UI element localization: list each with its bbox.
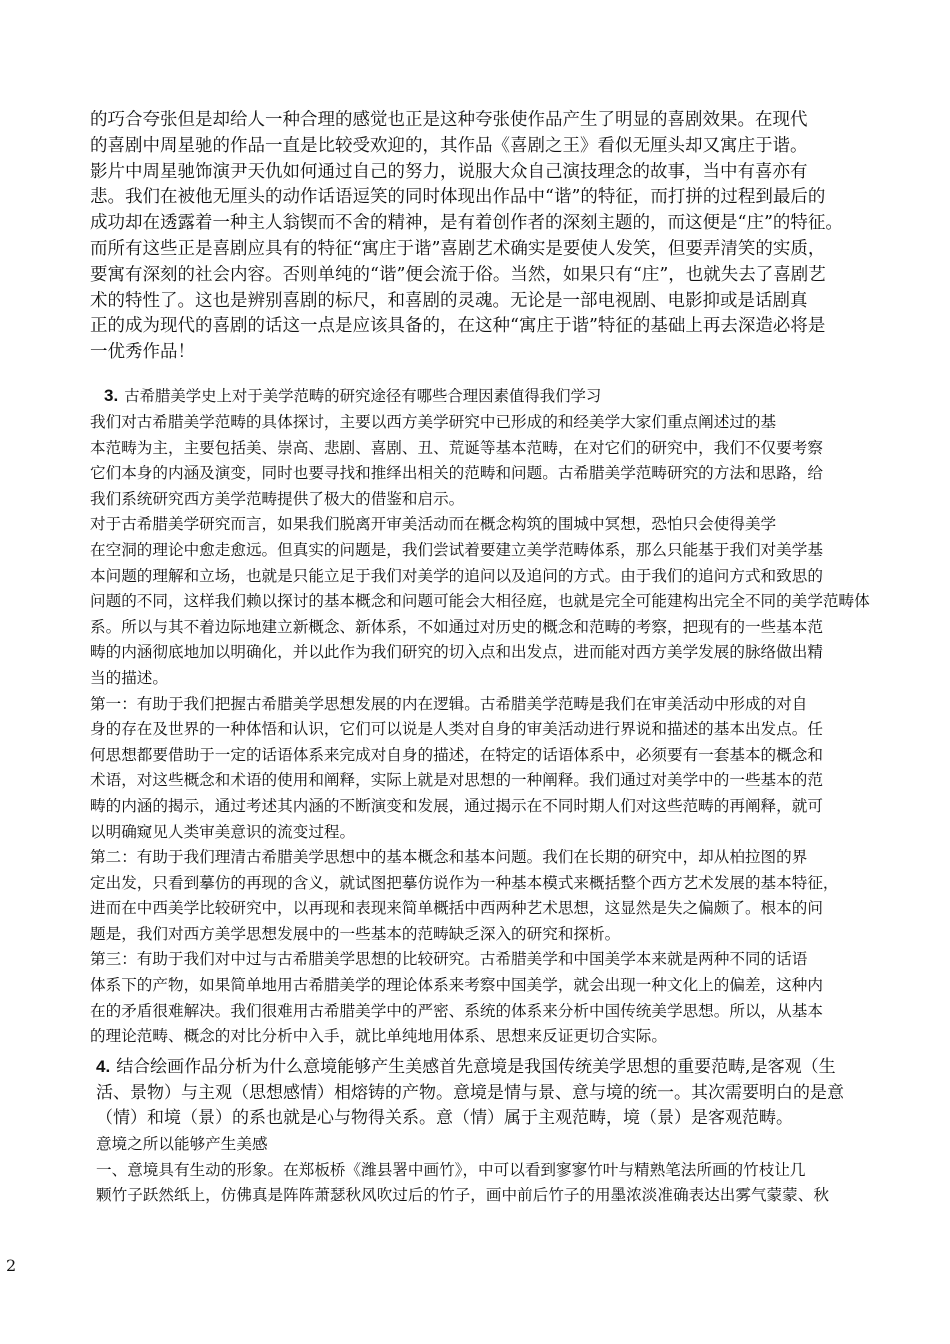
text-line: 术语，对这些概念和术语的使用和阐释，实际上就是对思想的一种阐释。我们通过对美学中的一些基本的范 (90, 771, 823, 790)
section-4-title-line: （情）和境（景）的系也就是心与物得关系。意（情）属于主观范畴，境（景）是客观范畴。 (96, 1108, 793, 1128)
text-line: 畴的内涵彻底地加以明确化，并以此作为我们研究的切入点和出发点，进而能对西方美学发展的脉络做出精 (90, 643, 823, 662)
section-3-body (90, 410, 900, 1050)
text-line: 系。所以与其不着边际地建立新概念、新体系，不如通过对历史的概念和范畴的考察，把现有的一些基本范 (90, 617, 823, 636)
text-line: 要寓有深刻的社会内容。否则单纯的“谐”便会流于俗。当然，如果只有“庄”，也就失去了喜剧艺 (90, 264, 826, 285)
section-4-number: 4. (96, 1057, 111, 1076)
text-line: 颗竹子跃然纸上，仿佛真是阵阵萧瑟秋风吹过后的竹子，画中前后竹子的用墨浓淡准确表达出雾气蒙蒙、秋 (96, 1186, 829, 1205)
text-line: 对于古希腊美学研究而言，如果我们脱离开审美活动而在概念构筑的围城中冥想，恐怕只会使得美学 (90, 515, 777, 534)
text-line: 身的存在及世界的一种体悟和认识，它们可以说是人类对自身的审美活动进行界说和描述的基本出发点。任 (90, 720, 823, 739)
text-line: 进而在中西美学比较研究中，以再现和表现来简单概括中西两种艺术思想，这显然是失之偏颇了。根本的问 (90, 899, 823, 918)
text-line: 在空洞的理论中愈走愈远。但真实的问题是，我们尝试着要建立美学范畴体系，那么只能基于我们对美学基 (90, 540, 823, 559)
text-line: 它们本身的内涵及演变，同时也要寻找和推绎出相关的范畴和问题。古希腊美学范畴研究的方法和思路，给 (90, 464, 823, 483)
section-3-number: 3. (104, 386, 119, 405)
text-line: 题是，我们对西方美学思想发展中的一些基本的范畴缺乏深入的研究和探析。 (90, 924, 621, 943)
text-line: 定出发，只看到摹仿的再现的含义，就试图把摹仿说作为一种基本模式来概括整个西方艺术发展的基本特征， (90, 873, 839, 892)
text-line: 一优秀作品！ (90, 342, 195, 363)
section-3-title: 古希腊美学史上对于美学范畴的研究途径有哪些合理因素值得我们学习 (124, 387, 602, 405)
text-line: 第一：有助于我们把握古希腊美学思想发展的内在逻辑。古希腊美学范畴是我们在审美活动中形成的对自 (90, 694, 808, 713)
text-line: 第二：有助于我们理清古希腊美学思想中的基本概念和基本问题。我们在长期的研究中，却从柏拉图的界 (90, 848, 808, 867)
section-4-body (96, 1132, 906, 1209)
text-line: 我们系统研究西方美学范畴提供了极大的借鉴和启示。 (90, 489, 465, 508)
section-3-heading (104, 384, 894, 408)
text-line: 成功却在透露着一种主人翁锲而不舍的精神，是有着创作者的深刻主题的，而这便是“庄”的特征。 (90, 213, 843, 234)
text-line: 而所有这些正是喜剧应具有的特征“寓庄于谐”喜剧艺术确实是要使人发笑，但要弄清笑的实质， (90, 238, 826, 259)
paragraph-comedy-analysis (90, 108, 900, 366)
section-4-title-line: 活、景物）与主观（思想感情）相熔铸的产物。意境是情与景、意与境的统一。其次需要明白的是意 (96, 1082, 844, 1103)
text-line: 当的描述。 (90, 668, 168, 687)
text-line: 问题的不同，这样我们赖以探讨的基本概念和问题可能会大相径庭，也就是完全可能建构出完全不同的美学范畴体 (90, 592, 870, 611)
text-line: 一、意境具有生动的形象。在郑板桥《潍县署中画竹》，中可以看到寥寥竹叶与精熟笔法所画的竹枝让几 (96, 1160, 806, 1179)
text-line: 的巧合夸张但是却给人一种合理的感觉也正是这种夸张使作品产生了明显的喜剧效果。在现代 (90, 110, 808, 130)
text-line: 悲。我们在被他无厘头的动作话语逗笑的同时体现出作品中“谐”的特征，而打拼的过程到最后的 (90, 187, 826, 208)
text-line: 畴的内涵的揭示，通过考述其内涵的不断演变和发展，通过揭示在不同时期人们对这些范畴的再阐释，就可 (90, 796, 823, 815)
text-line: 体系下的产物，如果简单地用古希腊美学的理论体系来考察中国美学，就会出现一种文化上的偏差，这种内 (90, 976, 823, 995)
text-line: 何思想都要借助于一定的话语体系来完成对自身的描述，在特定的话语体系中，必须要有一套基本的概念和 (90, 745, 823, 764)
section-4-heading (96, 1054, 906, 1132)
text-line: 本问题的理解和立场，也就是只能立足于我们对美学的追问以及追问的方式。由于我们的追问方式和致思的 (90, 566, 823, 585)
text-line: 以明确窥见人类审美意识的流变过程。 (90, 822, 356, 841)
text-line: 术的特性了。这也是辨别喜剧的标尺，和喜剧的灵魂。无论是一部电视剧、电影抑或是话剧真 (90, 290, 808, 311)
text-line: 本范畴为主，主要包括美、崇高、悲剧、喜剧、丑、荒诞等基本范畴，在对它们的研究中，我们不仅要考察 (90, 438, 823, 457)
text-line: 正的成为现代的喜剧的话这一点是应该具备的，在这种“寓庄于谐”特征的基础上再去深造必将是 (90, 316, 826, 337)
section-4-title-line: 结合绘画作品分析为什么意境能够产生美感首先意境是我国传统美学思想的重要范畴,是客观（生 (116, 1057, 836, 1077)
text-line: 意境之所以能够产生美感 (96, 1135, 268, 1153)
text-line: 第三：有助于我们对中过与古希腊美学思想的比较研究。古希腊美学和中国美学本来就是两种不同的话语 (90, 950, 808, 969)
text-line: 在的矛盾很难解决。我们很难用古希腊美学中的严密、系统的体系来分析中国传统美学思想。所以，从基本 (90, 1001, 823, 1020)
text-line: 影片中周星驰饰演尹天仇如何通过自己的努力，说服大众自己演技理念的故事，当中有喜亦有 (90, 161, 808, 182)
text-line: 的喜剧中周星驰的作品一直是比较受欢迎的，其作品《喜剧之王》看似无厘头却又寓庄于谐。 (90, 135, 808, 156)
page-number: 2 (6, 1256, 17, 1275)
text-line: 的理论范畴、概念的对比分析中入手，就比单纯地用体系、思想来反证更切合实际。 (90, 1027, 667, 1046)
text-line: 我们对古希腊美学范畴的具体探讨，主要以西方美学研究中已形成的和经美学大家们重点阐述过的基 (90, 413, 777, 431)
